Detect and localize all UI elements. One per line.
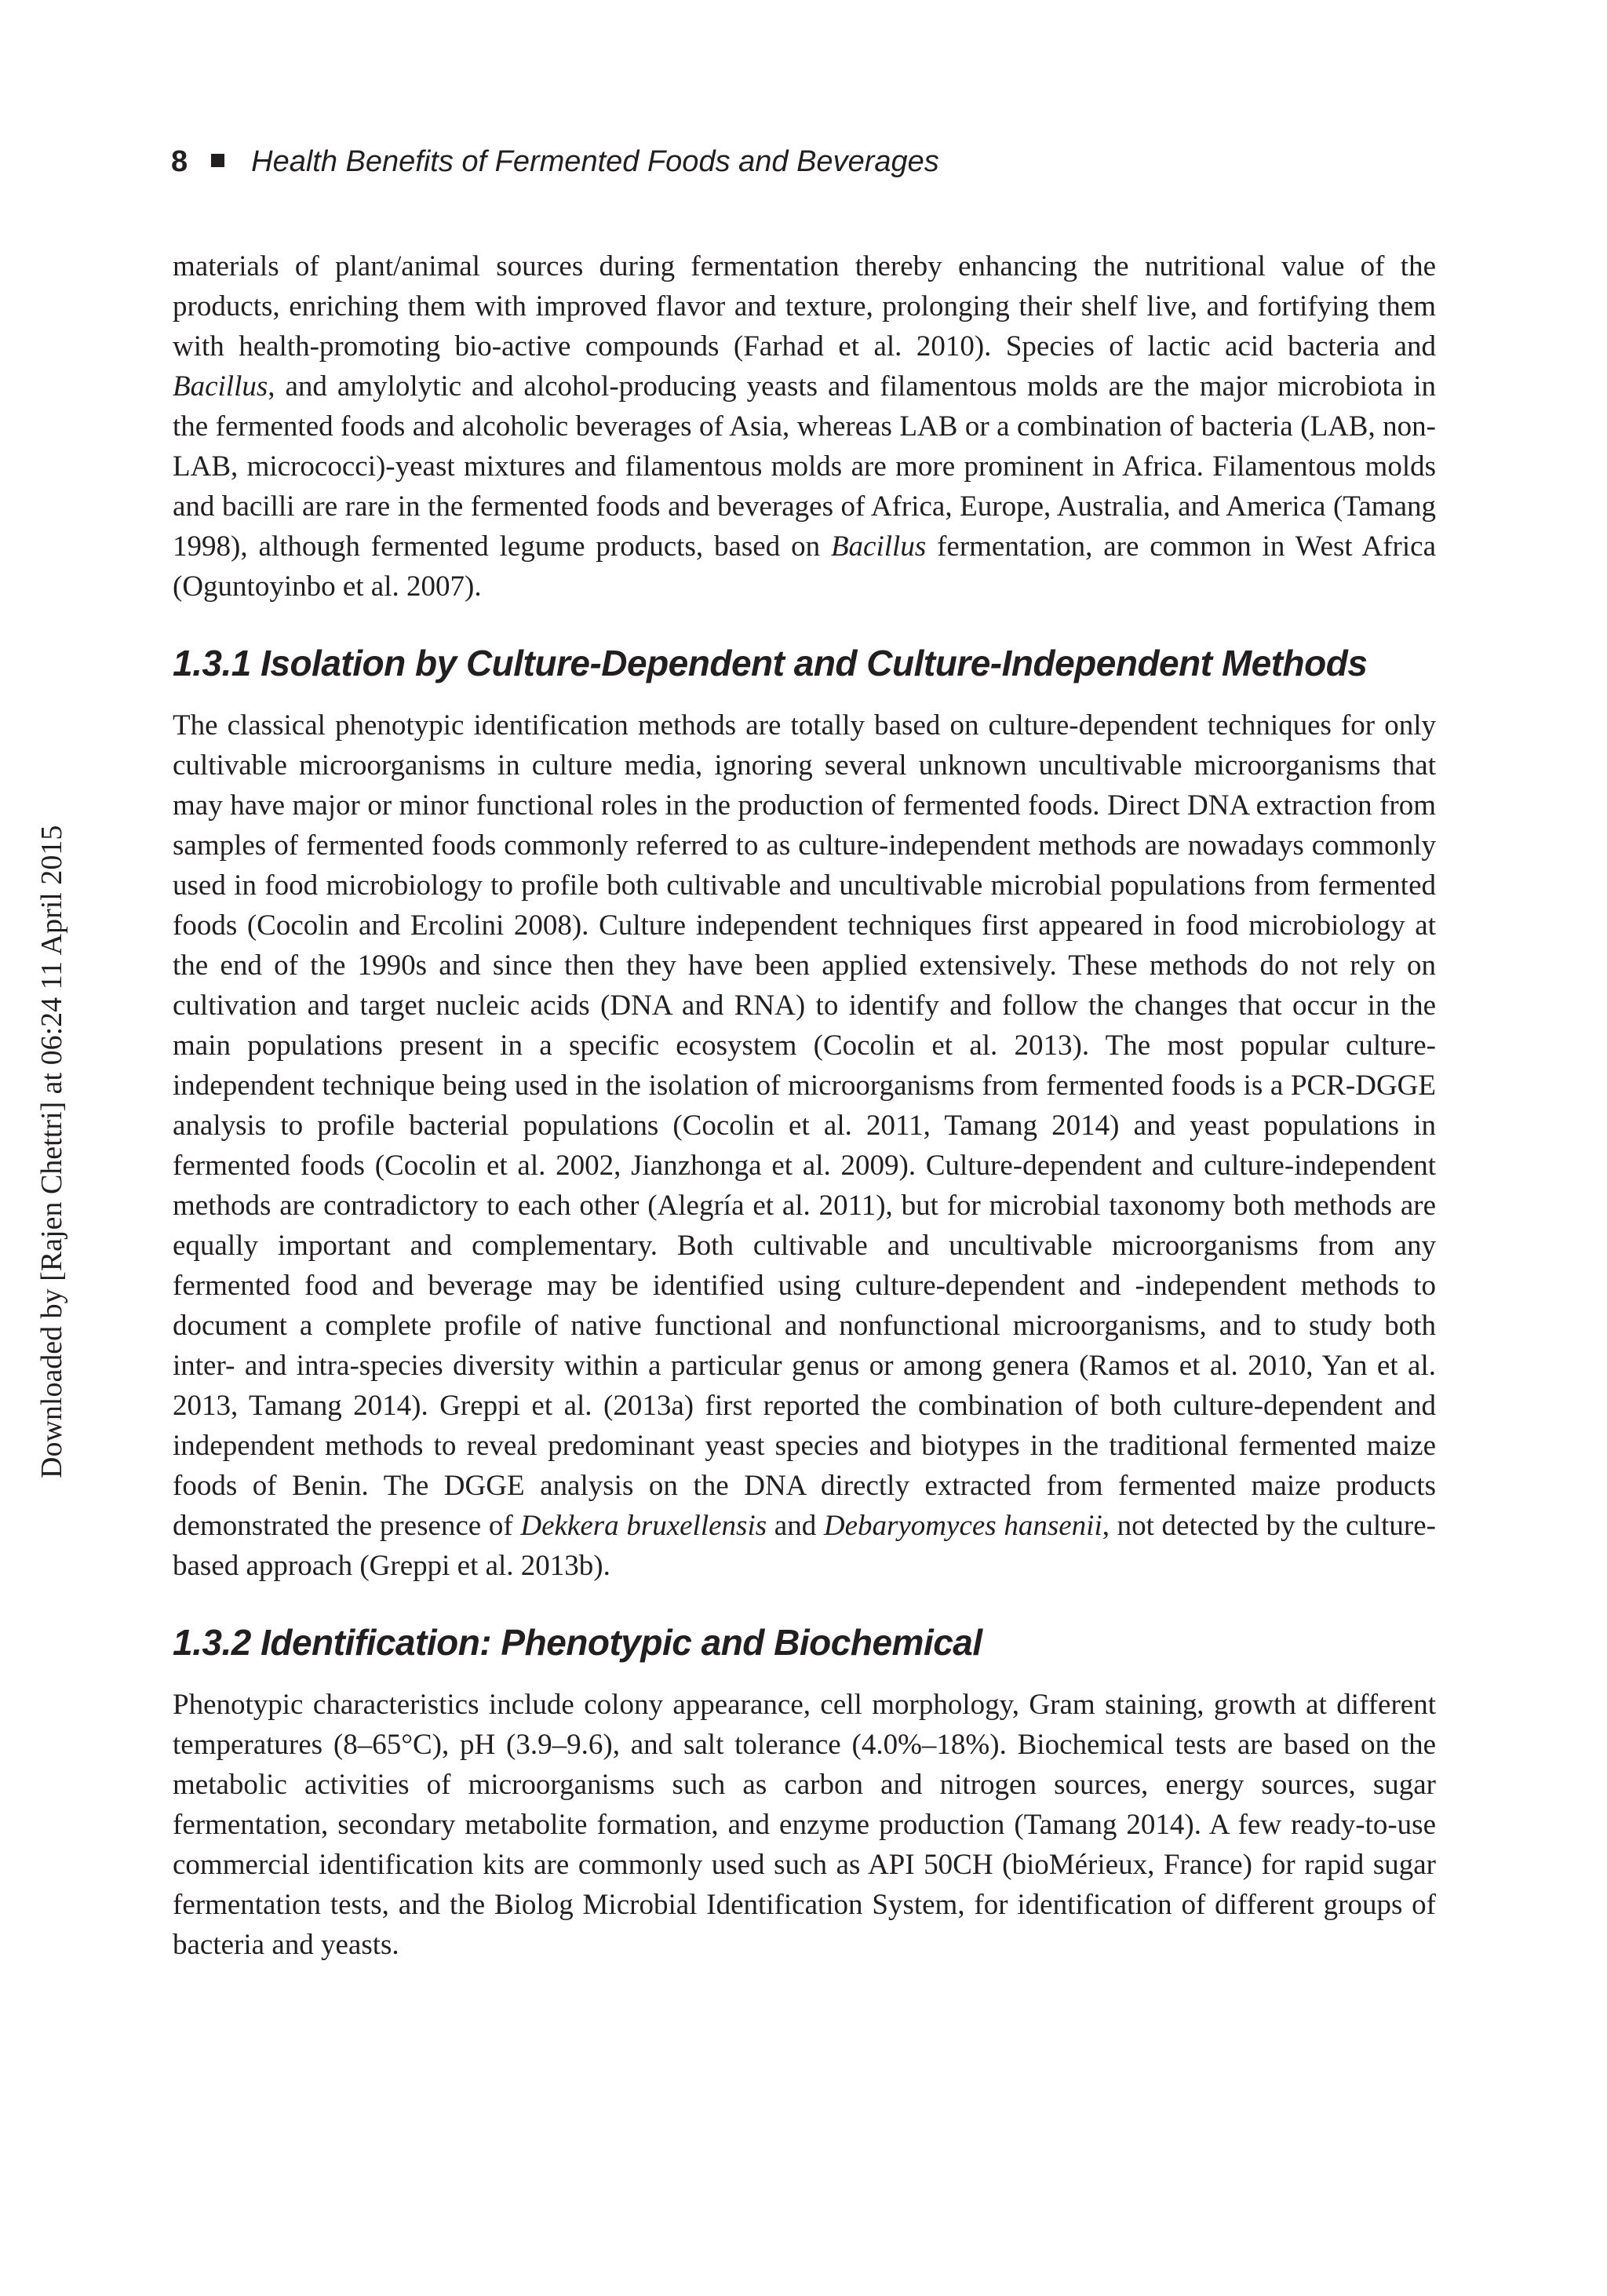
species-name-dekkera: Dekkera bruxellensis xyxy=(520,1510,767,1542)
section-1-3-1-paragraph xyxy=(173,705,1436,1586)
intro-italic-genus-2: Bacillus xyxy=(830,530,927,563)
section-1-3-1-text-2: and xyxy=(767,1510,824,1542)
intro-text-3: fermentation, are common in West Africa (Oguntoyinbo et al. 2007). xyxy=(173,530,1436,603)
square-bullet-icon xyxy=(211,154,224,167)
download-watermark: Downloaded by [Rajen Chettri] at 06:24 11 April 2015 xyxy=(35,825,68,1479)
intro-paragraph xyxy=(173,246,1436,607)
intro-text-1: materials of plant/animal sources during fermentation thereby enhancing the nutritional value of the products, enriching them with improved flavor and texture, prolonging their shelf live, and fortifying them with health-promoting bio-active compounds (Farhad et al. 2010). Species of lactic acid bacteria and xyxy=(173,250,1436,363)
section-1-3-1-text-1: The classical phenotypic identification methods are totally based on culture-dependent techniques for only cultivable microorganisms in culture media, ignoring several unknown uncultivable microorganisms that may have major or minor functional roles in the production of fermented foods. Direct DNA extraction from samples of fermented foods commonly referred to as culture-independent methods are nowadays commonly used in food microbiology to profile both cultivable and uncultivable microbial populations from fermented foods (Cocolin and Ercolini 2008). Culture independent techniques first appeared in food microbiology at the end of the 1990s and since then they have been applied extensively. These methods do not rely on cultivation and target nucleic acids (DNA and RNA) to identify and follow the changes that occur in the main populations present in a specific ecosystem (Cocolin et al. 2013). The most popular culture-independent technique being used in the isolation of microorganisms from fermented foods is a PCR-DGGE analysis to profile bacterial populations (Cocolin et al. 2011, Tamang 2014) and yeast populations in fermented foods (Cocolin et al. 2002, Jianzhonga et al. 2009). Culture-dependent and culture-independent methods are contradictory to each other (Alegría et al. 2011), but for microbial taxonomy both methods are equally important and complementary. Both cultivable and uncultivable microorganisms from any fermented food and beverage may be identified using culture-dependent and -independent methods to document a complete profile of native functional and nonfunctional microorganisms, and to study both inter- and intra-species diversity within a particular genus or among genera (Ramos et al. 2010, Yan et al. 2013, Tamang 2014). Greppi et al. (2013a) first reported the combination of both culture-dependent and independent methods to reveal predominant yeast species and biotypes in the traditional fermented maize foods of Benin. The DGGE analysis on the DNA directly extracted from fermented maize products demonstrated the presence of xyxy=(173,709,1436,1542)
intro-text-2: , and amylolytic and alcohol-producing yeasts and filamentous molds are the major microbiota in the fermented foods and alcoholic beverages of Asia, whereas LAB or a combination of bacteria (LAB, non-LAB, micrococci)-yeast mixtures and filamentous molds are more prominent in Africa. Filamentous molds and bacilli are rare in the fermented foods and beverages of Africa, Europe, Australia, and America (Tamang 1998), although fermented legume products, based on xyxy=(173,370,1436,563)
body-text xyxy=(173,246,1436,1965)
section-1-3-2-paragraph: Phenotypic characteristics include colony appearance, cell morphology, Gram staining, growth at different temperatures (8–65°C), pH (3.9–9.6), and salt tolerance (4.0%–18%). Biochemical tests are based on the metabolic activities of microorganisms such as carbon and nitrogen sources, energy sources, sugar fermentation, secondary metabolite formation, and enzyme production (Tamang 2014). A few ready-to-use commercial identification kits are commonly used such as API 50CH (bioMérieux, France) for rapid sugar fermentation tests, and the Biolog Microbial Identification System, for identification of different groups of bacteria and yeasts. xyxy=(173,1689,1436,1961)
running-head xyxy=(171,140,1434,184)
section-1-3-1-text-3: , not detected by the culture-based approach (Greppi et al. 2013b). xyxy=(173,1510,1436,1582)
species-name-debaryomyces: Debaryomyces hansenii xyxy=(823,1510,1102,1542)
intro-italic-genus-1: Bacillus xyxy=(173,370,268,403)
section-heading-1-3-2: 1.3.2 Identification: Phenotypic and Biochemical xyxy=(173,1622,982,1663)
running-title: Health Benefits of Fermented Foods and Beverages xyxy=(251,145,939,178)
page-number: 8 xyxy=(171,145,188,178)
section-heading-1-3-1: 1.3.1 Isolation by Culture-Dependent and Culture-Independent Methods xyxy=(173,643,1368,683)
